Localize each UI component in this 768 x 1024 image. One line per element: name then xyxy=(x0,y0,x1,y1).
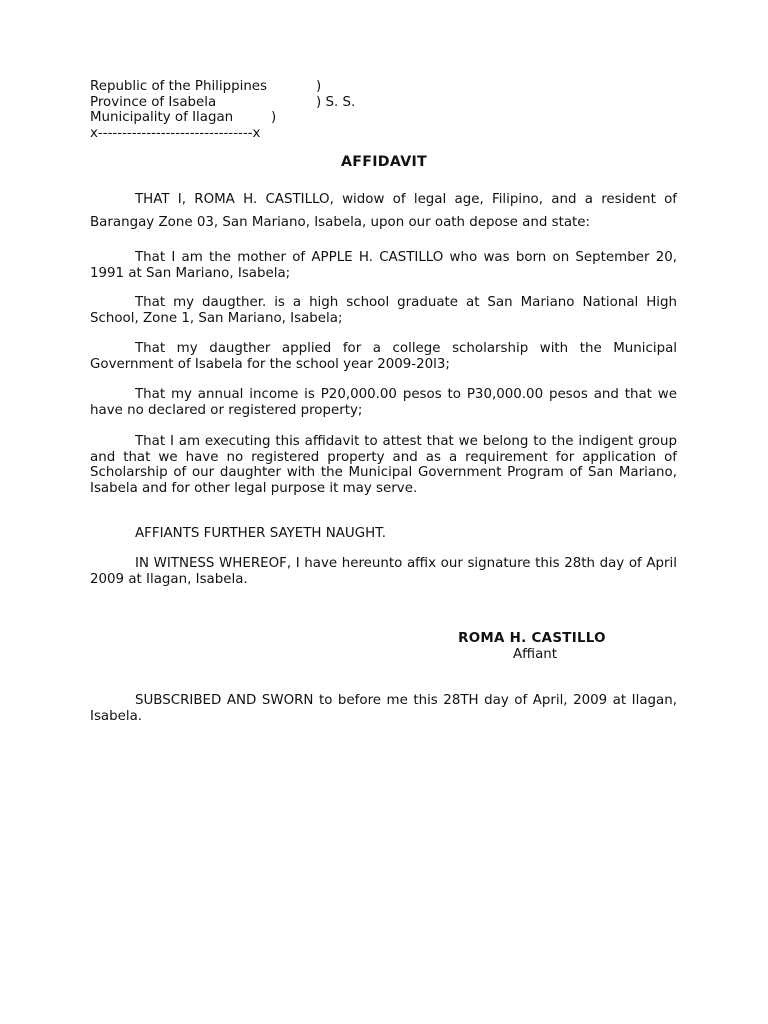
paragraph-witness: IN WITNESS WHEREOF, I have hereunto affix our signature this 28th day of April 2009 at Ilagan, Isabela. xyxy=(90,556,677,587)
document-title: AFFIDAVIT xyxy=(340,154,428,170)
affiant-role: Affiant xyxy=(513,646,558,662)
venue-province-text: Province of Isabela xyxy=(90,94,217,110)
paragraph-income: That my annual income is P20,000.00 pesos to P30,000.00 pesos and that we have no declared or registered property; xyxy=(90,387,677,418)
paragraph-mother: That I am the mother of APPLE H. CASTILLO who was born on September 20, 1991 at San Mariano, Isabela; xyxy=(90,250,677,281)
paragraph-purpose: That I am executing this affidavit to attest that we belong to the indigent group and that we have no registered property and as a requirement for application of Scholarship of our daughter with the Municipal Government Program of San Mariano, Isabela and for other legal purpose it may serve. xyxy=(90,434,677,496)
paragraph-scholarship: That my daugther applied for a college scholarship with the Municipal Government of Isabela for the school year 2009-20l3; xyxy=(90,341,677,372)
venue-republic-text: Republic of the Philippines xyxy=(90,79,268,94)
signature-block xyxy=(452,631,612,662)
venue-line-province xyxy=(90,95,390,111)
venue-separator-text: x--------------------------------x xyxy=(90,125,261,141)
venue-municipality-text: Municipality of Ilagan xyxy=(90,110,234,125)
venue-ss-mark: ) S. S. xyxy=(316,94,356,110)
paragraph-graduate: That my daugther. is a high school graduate at San Mariano National High School, Zone 1, San Mariano, Isabela; xyxy=(90,295,677,326)
venue-bracket: ) xyxy=(316,79,322,94)
venue-line-municipality xyxy=(90,110,390,126)
paragraph-naught: AFFIANTS FURTHER SAYETH NAUGHT. xyxy=(135,526,387,541)
venue-line-republic xyxy=(90,79,390,95)
affiant-name: ROMA H. CASTILLO xyxy=(458,631,606,646)
venue-bracket: ) xyxy=(271,110,277,125)
intro-paragraph: THAT I, ROMA H. CASTILLO, widow of legal age, Filipino, and a resident of Barangay Zone 03, San Mariano, Isabela, upon our oath depose and state: xyxy=(90,192,677,230)
jurat-paragraph: SUBSCRIBED AND SWORN to before me this 28TH day of April, 2009 at Ilagan, Isabela. xyxy=(90,693,677,724)
venue-header xyxy=(90,79,390,141)
venue-separator xyxy=(90,126,390,142)
